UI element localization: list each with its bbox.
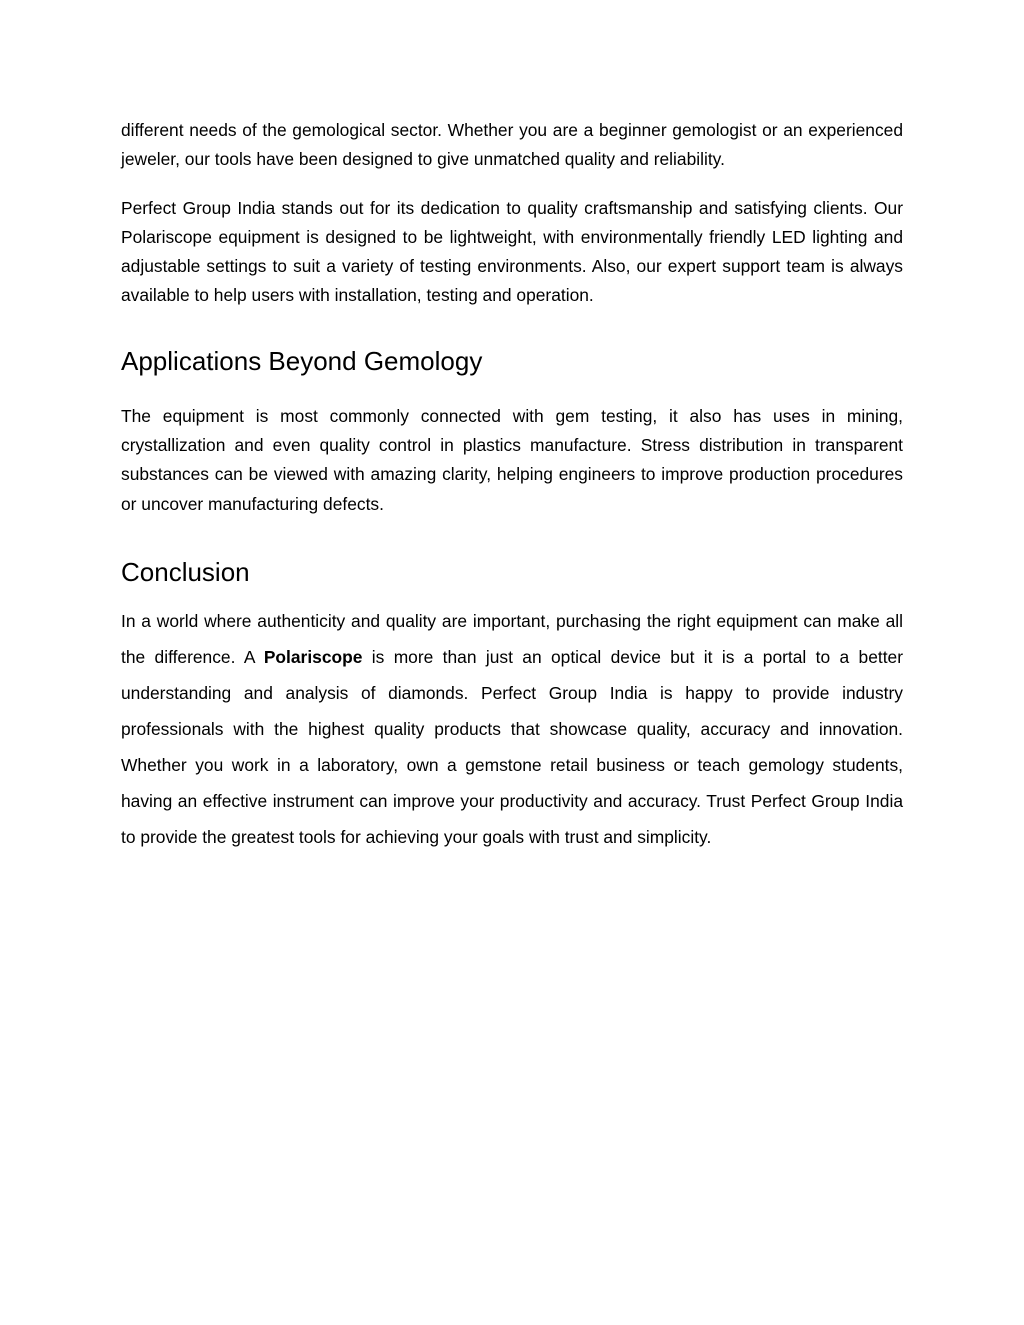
polariscope-bold-term: Polariscope <box>263 646 363 667</box>
applications-paragraph: The equipment is most commonly connected with gem testing, it also has uses in mining, crystallization and even quality control in plastics manufacture. Stress distribution in transparent substances can be viewed with amazing clarity, helping engineers to improve production procedures or uncover manufacturing defects. <box>121 405 903 514</box>
document-page <box>121 116 903 855</box>
intro-paragraph-1: different needs of the gemological sector. Whether you are a beginner gemologist or an experienced jeweler, our tools have been designed to give unmatched quality and reliability. <box>121 120 903 170</box>
conclusion-text-after: is more than just an optical device but it is a portal to a better understanding and analysis of diamonds. Perfect Group India is happy to provide industry professionals with the highest quality products that showcase quality, accuracy and innovation. Whether you work in a laboratory, own a gemstone retail business or teach gemology students, having an effective instrument can improve your productivity and accuracy. Trust Perfect Group India to provide the greatest tools for achieving your goals with trust and simplicity. <box>121 646 903 847</box>
conclusion-text-before: In a world where authenticity and quality are important, purchasing the right equipment can make all the difference. A <box>121 610 903 667</box>
conclusion-paragraph <box>121 603 903 855</box>
conclusion-heading: Conclusion <box>121 556 250 587</box>
intro-paragraph-2: Perfect Group India stands out for its dedication to quality craftsmanship and satisfying clients. Our Polariscope equipment is designed to be lightweight, with environmentally friendly LED lighting and adjustable settings to suit a variety of testing environments. Also, our expert support team is always available to help users with installation, testing and operation. <box>121 197 903 306</box>
applications-heading: Applications Beyond Gemology <box>121 345 483 376</box>
